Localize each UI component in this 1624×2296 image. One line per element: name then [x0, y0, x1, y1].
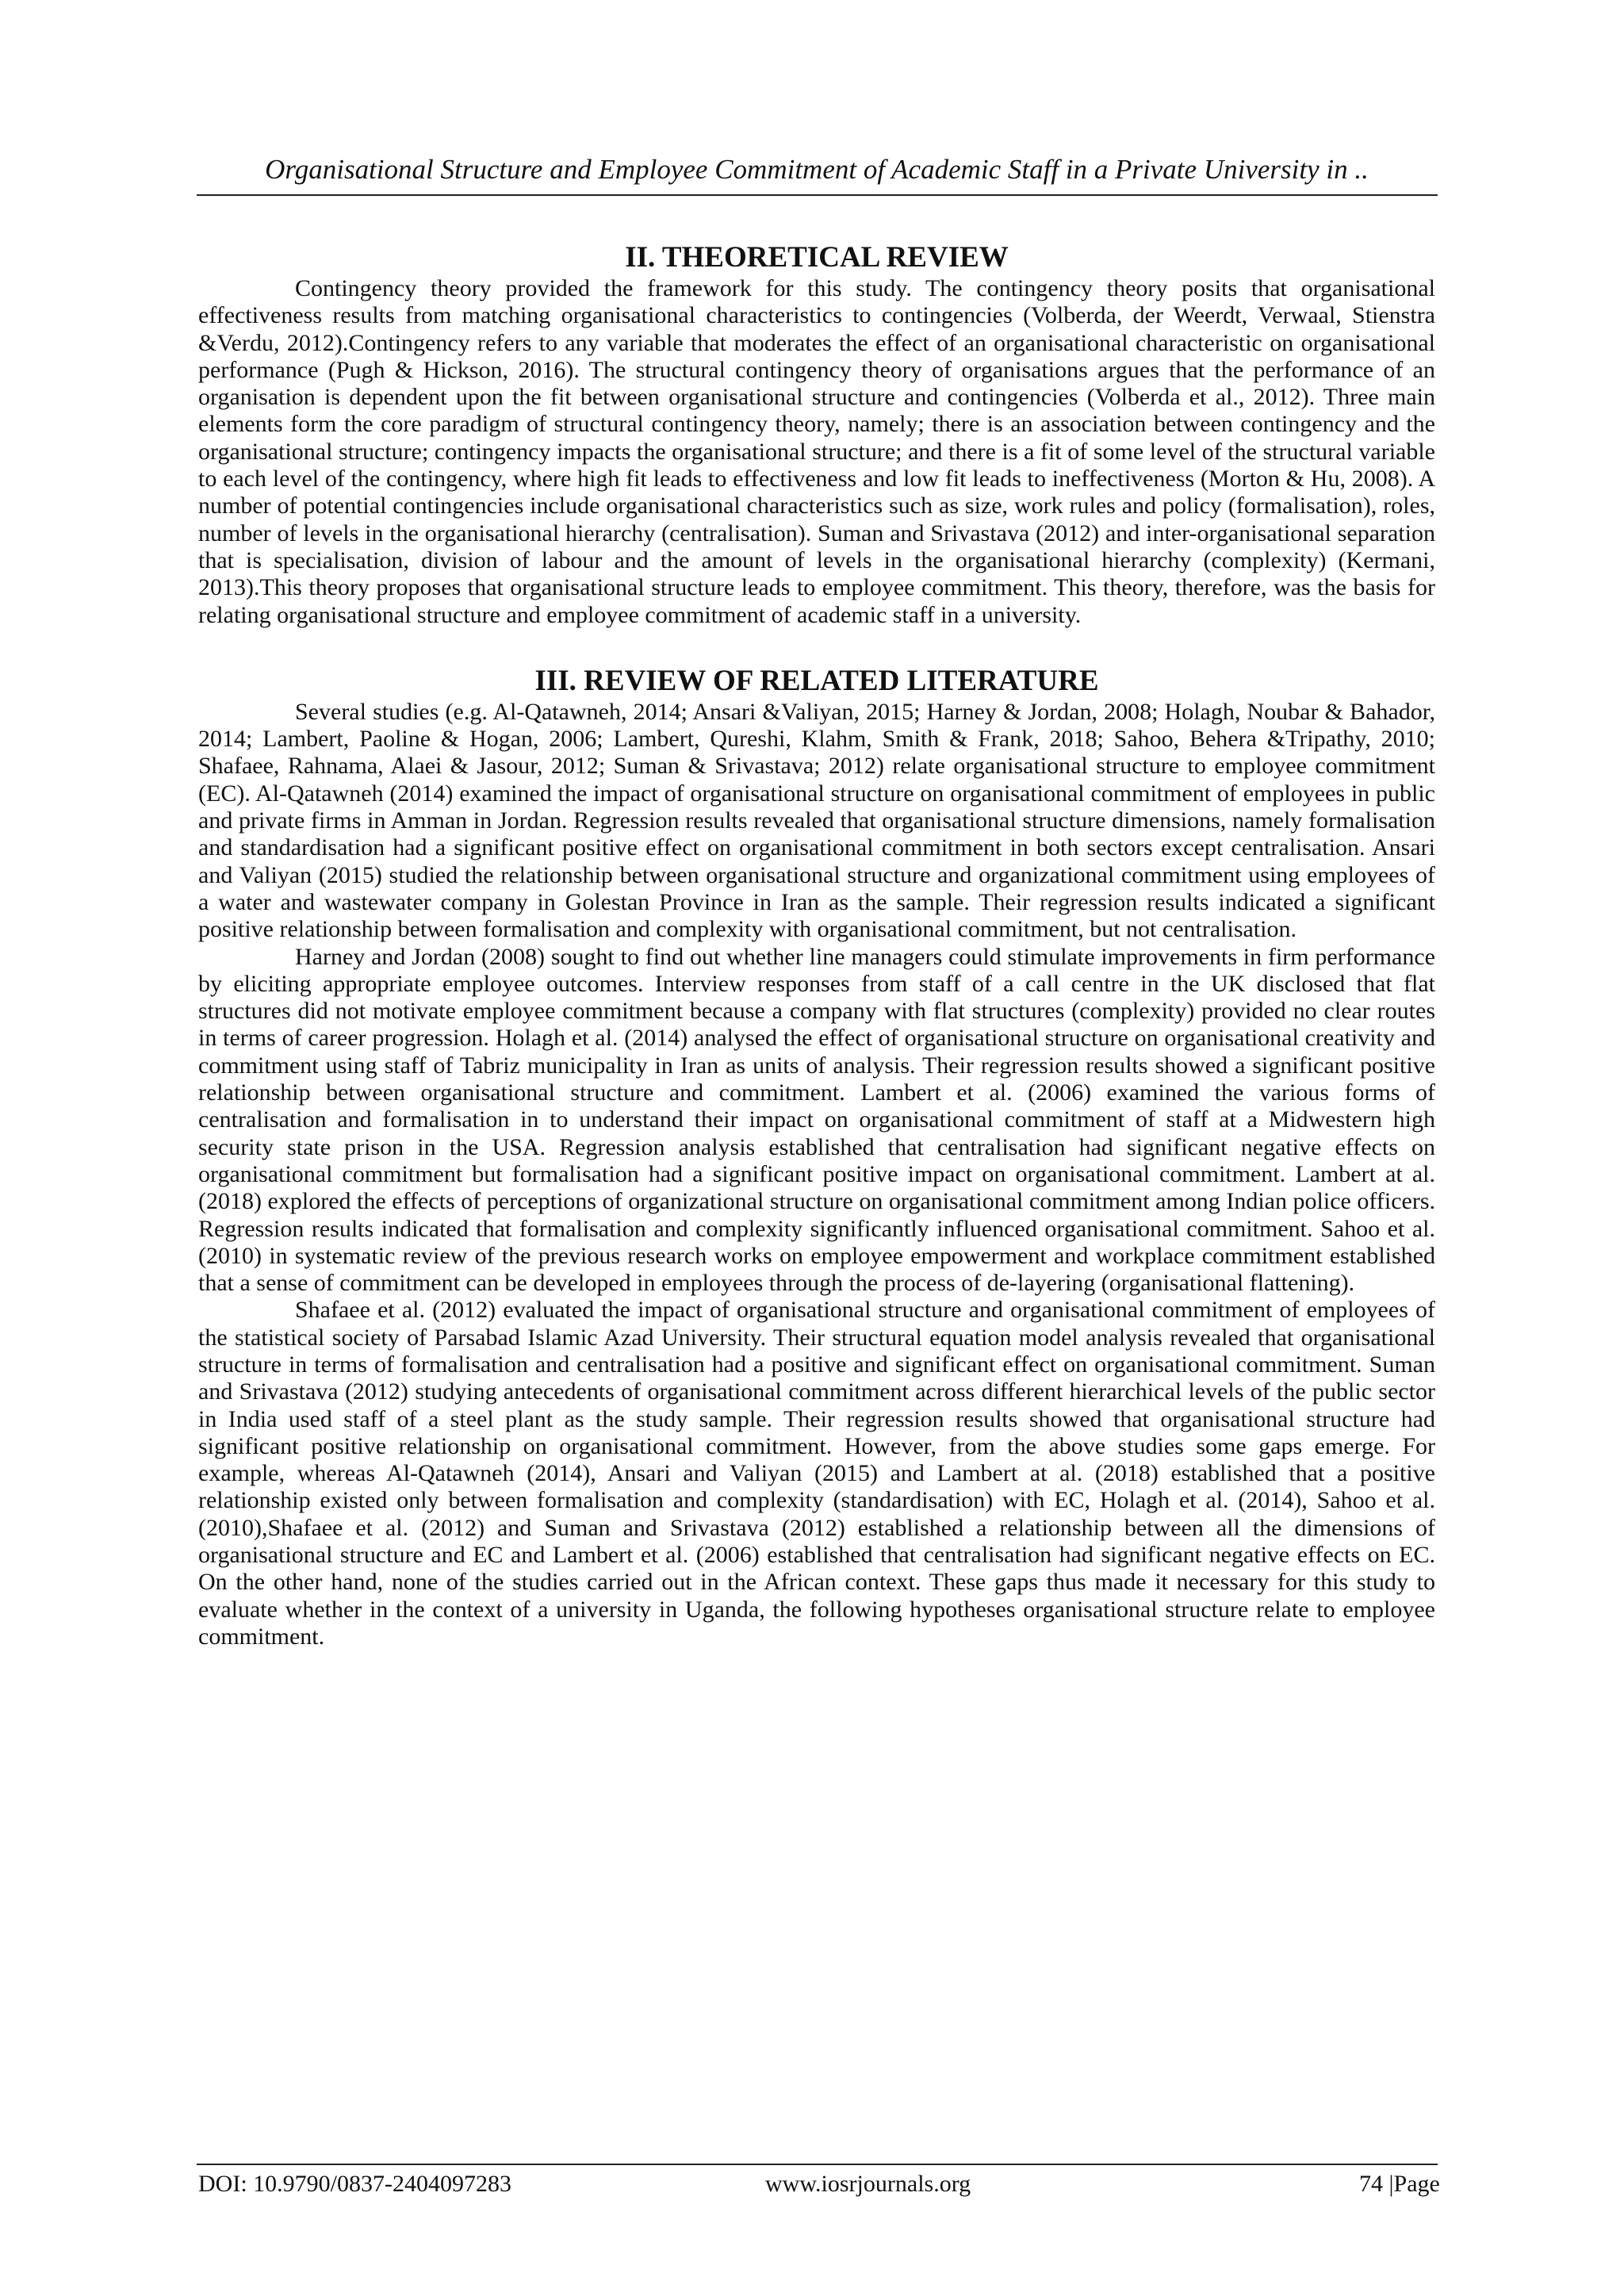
header-rule — [197, 194, 1438, 196]
section-heading: III. REVIEW OF RELATED LITERATURE — [534, 664, 1099, 697]
footer-doi: DOI: 10.9790/0837-2404097283 — [198, 2171, 511, 2197]
paragraph: Several studies (e.g. Al-Qatawneh, 2014; Ansari &Valiyan, 2015; Harney & Jordan, 2008; Holagh, Noubar & Bahador, 2014; Lambert, Paoline & Hogan, 2006; Lambert, Qureshi, Klahm, Smith & Frank, 2018; Sahoo, Behera &Tripathy, 2010; Shafaee, Rahnama, Alaei & Jasour, 2012; Suman & Srivastava; 2012) relate organisational structure to employee commitment (EC). Al-Qatawneh (2014) examined the impact of organisational structure on organisational commitment of employees in public and private firms in Amman in Jordan. Regression results revealed that organisational structure dimensions, namely formalisation and standardisation had a significant positive effect on organisational commitment in both sectors except centralisation. Ansari and Valiyan (2015) studied the relationship between organisational structure and organizational commitment using employees of a water and wastewater company in Golestan Province in Iran as the sample. Their regression results indicated a significant positive relationship between formalisation and complexity with organisational commitment, but not centralisation. — [198, 698, 1435, 943]
running-header: Organisational Structure and Employee Commitment of Academic Staff in a Private University in .. — [265, 154, 1369, 185]
section-review-of-related-literature — [198, 664, 1435, 1650]
paragraph: Harney and Jordan (2008) sought to find out whether line managers could stimulate improvements in firm performance by eliciting appropriate employee outcomes. Interview responses from staff of a call centre in the UK disclosed that flat structures did not motivate employee commitment because a company with flat structures (complexity) provided no clear routes in terms of career progression. Holagh et al. (2014) analysed the effect of organisational structure on organisational creativity and commitment using staff of Tabriz municipality in Iran as units of analysis. Their regression results showed a significant positive relationship between organisational structure and commitment. Lambert et al. (2006) examined the various forms of centralisation and formalisation in to understand their impact on organisational commitment of staff at a Midwestern high security state prison in the USA. Regression analysis established that centralisation had significant negative effects on organisational commitment but formalisation had a significant positive impact on organisational commitment. Lambert at al. (2018) explored the effects of perceptions of organizational structure on organisational commitment among Indian police officers. Regression results indicated that formalisation and complexity significantly influenced organisational commitment. Sahoo et al. (2010) in systematic review of the previous research works on employee empowerment and workplace commitment established that a sense of commitment can be developed in employees through the process of de-layering (organisational flattening). — [198, 943, 1435, 1297]
page-content — [198, 240, 1435, 1685]
section-heading: II. THEORETICAL REVIEW — [625, 241, 1009, 274]
paragraph: Shafaee et al. (2012) evaluated the impact of organisational structure and organisational commitment of employees of the statistical society of Parsabad Islamic Azad University. Their structural equation model analysis revealed that organisational structure in terms of formalisation and centralisation had a positive and significant effect on organisational commitment. Suman and Srivastava (2012) studying antecedents of organisational commitment across different hierarchical levels of the public sector in India used staff of a steel plant as the study sample. Their regression results showed that organisational structure had significant positive relationship on organisational commitment. However, from the above studies some gaps emerge. For example, whereas Al-Qatawneh (2014), Ansari and Valiyan (2015) and Lambert at al. (2018) established that a positive relationship existed only between formalisation and complexity (standardisation) with EC, Holagh et al. (2014), Sahoo et al. (2010),Shafaee et al. (2012) and Suman and Srivastava (2012) established a relationship between all the dimensions of organisational structure and EC and Lambert et al. (2006) established that centralisation had significant negative effects on EC. On the other hand, none of the studies carried out in the African context. These gaps thus made it necessary for this study to evaluate whether in the context of a university in Uganda, the following hypotheses organisational structure relate to employee commitment. — [198, 1297, 1435, 1650]
footer-page-number: 74 |Page — [1359, 2171, 1440, 2197]
section-theoretical-review — [198, 240, 1435, 629]
footer-website: www.iosrjournals.org — [765, 2171, 971, 2197]
footer-rule — [197, 2164, 1438, 2165]
paragraph: Contingency theory provided the framework for this study. The contingency theory posits that organisational effectiveness results from matching organisational characteristics to contingencies (Volberda, der Weerdt, Verwaal, Stienstra &Verdu, 2012).Contingency refers to any variable that moderates the effect of an organisational characteristic on organisational performance (Pugh & Hickson, 2016). The structural contingency theory of organisations argues that the performance of an organisation is dependent upon the fit between organisational structure and contingencies (Volberda et al., 2012). Three main elements form the core paradigm of structural contingency theory, namely; there is an association between contingency and the organisational structure; contingency impacts the organisational structure; and there is a fit of some level of the structural variable to each level of the contingency, where high fit leads to effectiveness and low fit leads to ineffectiveness (Morton & Hu, 2008). A number of potential contingencies include organisational characteristics such as size, work rules and policy (formalisation), roles, number of levels in the organisational hierarchy (centralisation). Suman and Srivastava (2012) and inter-organisational separation that is specialisation, division of labour and the amount of levels in the organisational hierarchy (complexity) (Kermani, 2013).This theory proposes that organisational structure leads to employee commitment. This theory, therefore, was the basis for relating organisational structure and employee commitment of academic staff in a university. — [198, 275, 1435, 628]
